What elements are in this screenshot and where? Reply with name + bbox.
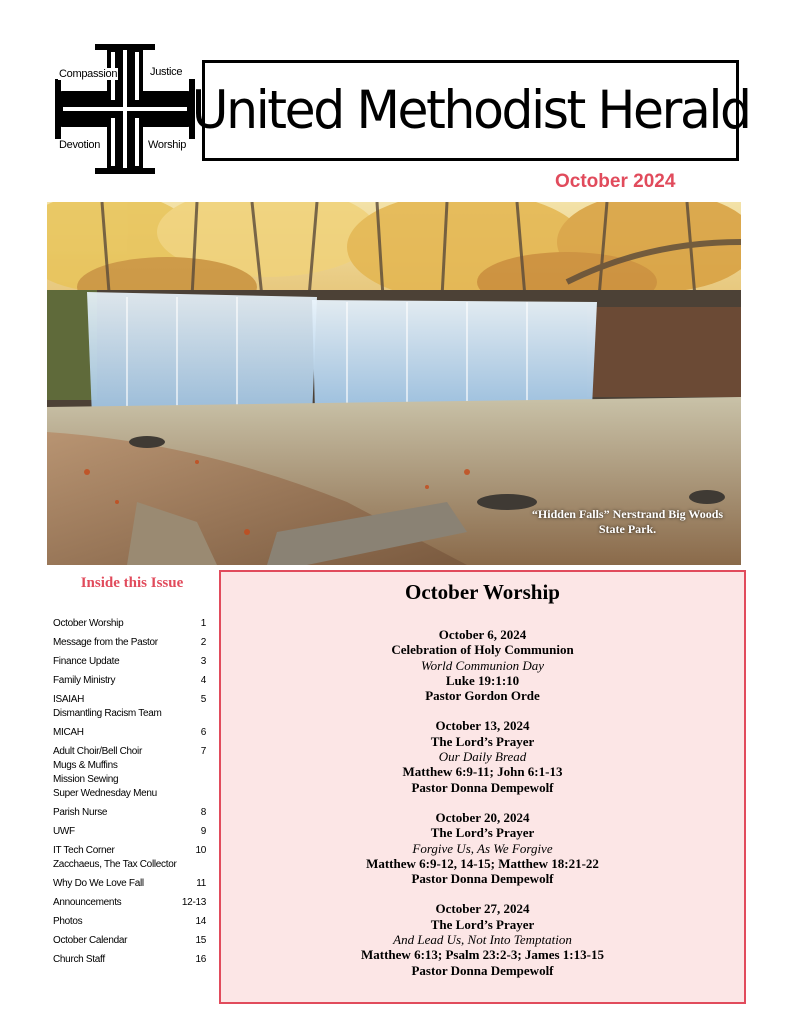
service-date: October 20, 2024 — [435, 809, 530, 825]
service-subtitle: Our Daily Bread — [438, 749, 527, 765]
toc-item-page: 6 — [200, 727, 206, 738]
toc-list — [53, 617, 210, 972]
service-scripture: Matthew 6:13; Psalm 23:2-3; James 1:13-15 — [361, 947, 604, 963]
toc-item — [53, 934, 210, 948]
toc-item — [53, 745, 210, 801]
toc-item — [53, 896, 210, 910]
logo-word-justice: Justice — [150, 66, 183, 78]
service-date: October 13, 2024 — [435, 718, 530, 734]
toc-item — [53, 617, 210, 631]
toc-item-label: October Calendar — [53, 935, 128, 946]
service-theme: The Lord’s Prayer — [430, 825, 535, 841]
service-subtitle: Forgive Us, As We Forgive — [412, 840, 553, 856]
service-scripture: Luke 19:1:10 — [445, 672, 520, 688]
service-scripture: Matthew 6:9-12, 14-15; Matthew 18:21-22 — [366, 855, 599, 871]
worship-services — [221, 627, 744, 978]
toc-item-page: 8 — [200, 807, 206, 818]
toc-item — [53, 636, 210, 650]
toc-item-page: 5 — [200, 694, 206, 705]
toc-item-page: 16 — [195, 954, 206, 965]
service-date: October 27, 2024 — [435, 901, 530, 917]
worship-service — [221, 627, 744, 703]
service-pastor: Pastor Donna Dempewolf — [411, 871, 554, 887]
toc-item-page: 10 — [195, 845, 206, 856]
service-pastor: Pastor Donna Dempewolf — [411, 779, 554, 795]
toc-item-label: Parish Nurse — [53, 807, 108, 818]
service-pastor: Pastor Donna Dempewolf — [411, 962, 554, 978]
toc-item-page: 3 — [200, 656, 206, 667]
toc-item-page: 1 — [200, 618, 206, 629]
logo-word-compassion: Compassion — [59, 68, 118, 80]
toc-item — [53, 825, 210, 839]
toc-item-label: UWF — [53, 826, 75, 837]
toc-item — [53, 844, 210, 872]
toc-item — [53, 693, 210, 721]
toc-item-label: ISAIAH Dismantling Racism Team — [53, 694, 162, 719]
logo-word-worship: Worship — [148, 139, 187, 151]
masthead — [191, 60, 750, 161]
toc-item-label: Photos — [53, 916, 83, 927]
toc-item-label: IT Tech Corner Zacchaeus, The Tax Collector — [53, 845, 177, 870]
toc-item-page: 7 — [200, 746, 206, 757]
service-theme: The Lord’s Prayer — [430, 916, 535, 932]
toc-item-page: 9 — [200, 826, 206, 837]
worship-title: October Worship — [405, 580, 560, 604]
service-subtitle: And Lead Us, Not Into Temptation — [393, 932, 572, 948]
toc-item — [53, 953, 210, 967]
toc-item-label: MICAH — [53, 727, 84, 738]
toc-item — [53, 877, 210, 891]
toc-item-page: 2 — [200, 637, 206, 648]
issue-date: October 2024 — [555, 171, 676, 192]
toc-item — [53, 674, 210, 688]
logo-word-devotion: Devotion — [59, 139, 101, 151]
worship-service — [221, 810, 744, 886]
toc-item-label: Why Do We Love Fall — [53, 878, 144, 889]
worship-service — [221, 718, 744, 794]
toc-item — [53, 915, 210, 929]
toc-item — [53, 806, 210, 820]
toc-item-label: October Worship — [53, 618, 124, 629]
toc-item-label: Message from the Pastor — [53, 637, 158, 648]
service-theme: The Lord’s Prayer — [430, 733, 535, 749]
newsletter-title: United Methodist Herald — [191, 80, 750, 141]
cross-logo-icon — [55, 44, 195, 174]
toc-item-page: 12-13 — [181, 897, 206, 908]
toc-item — [53, 726, 210, 740]
toc-item-label: Announcements — [53, 897, 122, 908]
service-pastor: Pastor Gordon Orde — [425, 688, 540, 704]
worship-service — [221, 901, 744, 977]
toc-item-page: 14 — [195, 916, 206, 927]
service-subtitle: World Communion Day — [420, 657, 545, 673]
toc-item-page: 11 — [196, 878, 206, 889]
toc-title: Inside this Issue — [80, 575, 184, 591]
toc-item-label: Church Staff — [53, 954, 105, 965]
service-scripture: Matthew 6:9-11; John 6:1-13 — [402, 764, 563, 780]
photo-caption: “Hidden Falls” Nerstrand Big Woods State Park. — [531, 507, 724, 536]
october-worship-box — [219, 570, 746, 1004]
toc-item-page: 4 — [200, 675, 206, 686]
herald-logo — [55, 44, 195, 174]
toc-item-label: Finance Update — [53, 656, 120, 667]
toc-item-label: Adult Choir/Bell Choir Mugs & Muffins Mission Sewing Super Wednesday Menu — [53, 746, 157, 799]
toc-item — [53, 655, 210, 669]
toc-item-label: Family Ministry — [53, 675, 116, 686]
service-theme: Celebration of Holy Communion — [391, 642, 574, 658]
toc-item-page: 15 — [195, 935, 206, 946]
service-date: October 6, 2024 — [438, 627, 527, 642]
